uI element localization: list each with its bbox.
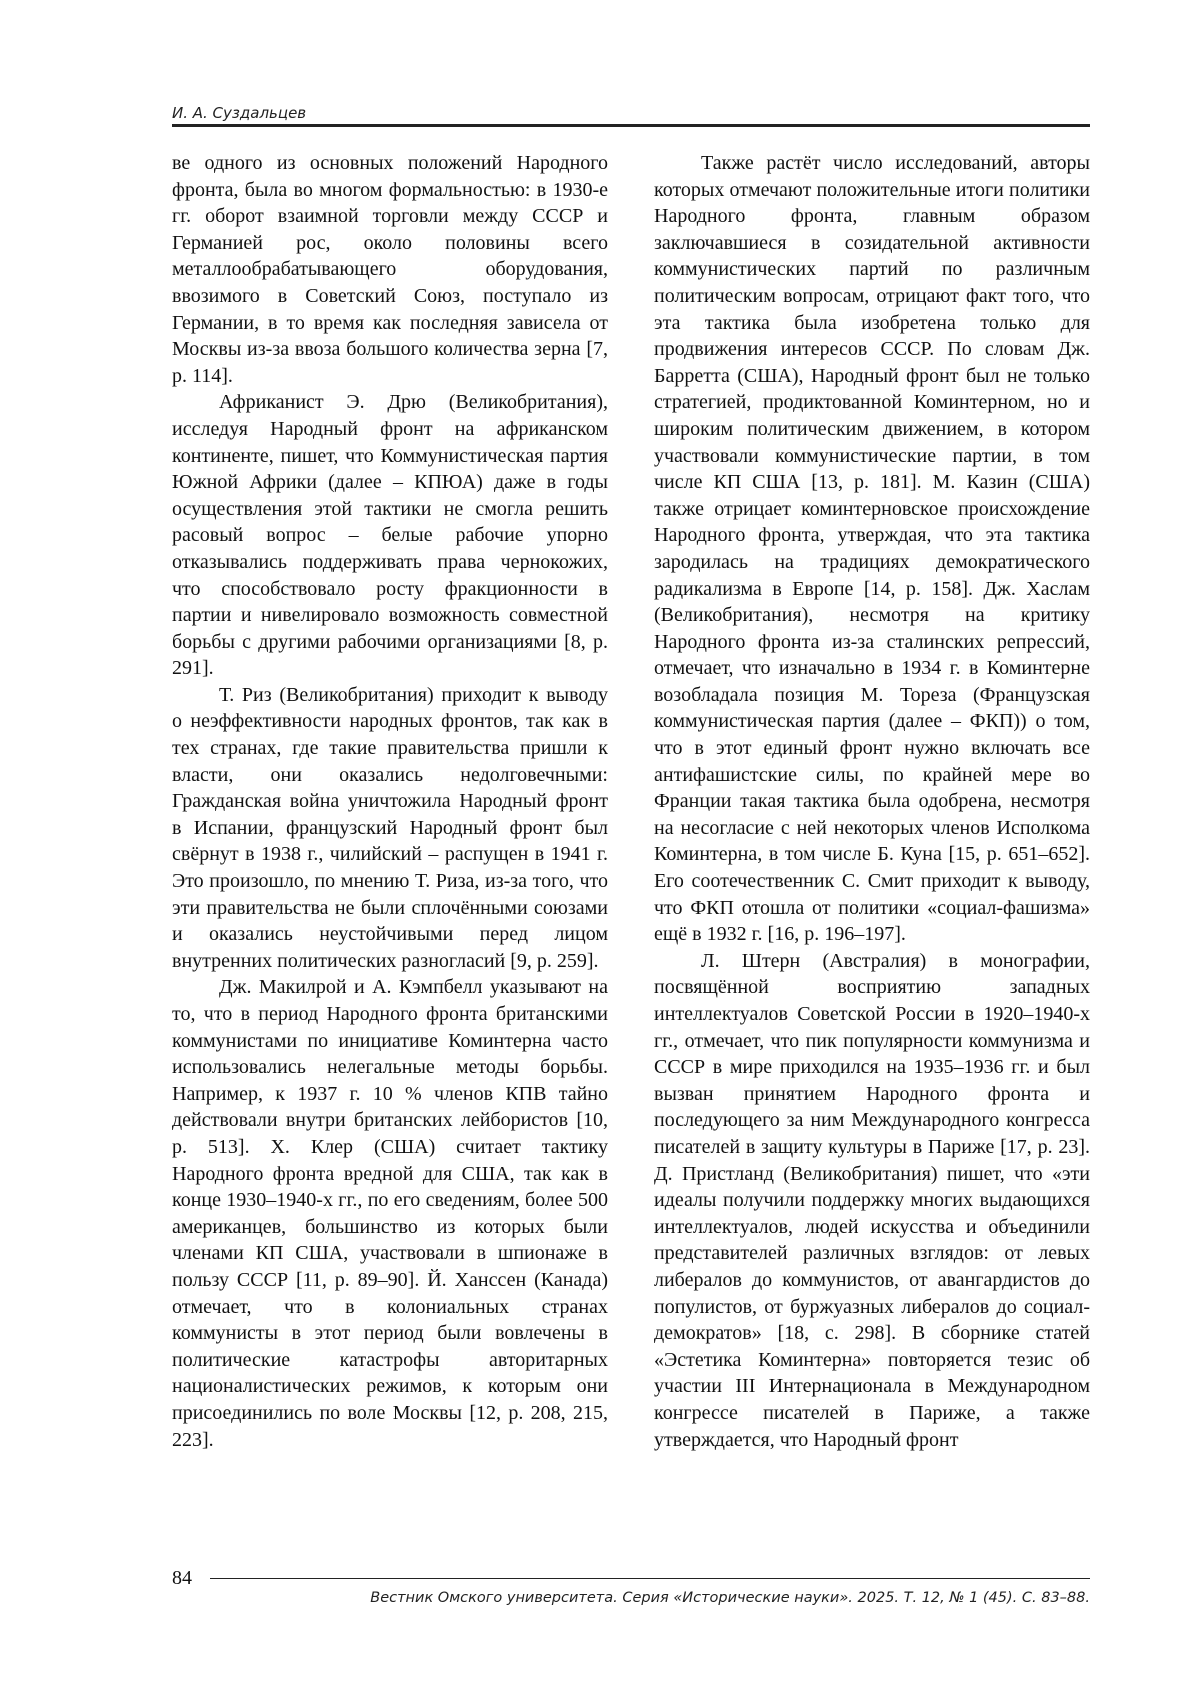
running-head-author: И. А. Суздальцев bbox=[172, 104, 307, 122]
left-column bbox=[172, 150, 608, 1453]
paragraph: Африканист Э. Дрю (Великобритания), исследуя Народный фронт на африканском континенте, пишет, что Коммунистическая партия Южной Африки (далее – КПЮА) даже в годы осуществления этой тактики не смогла решить расовый вопрос – белые рабочие упорно отказывались поддерживать права чернокожих, что способствовало росту фракционности в партии и нивелировало возможность совместной борьбы с другими рабочими организациями [8, p. 291]. bbox=[172, 391, 608, 680]
paragraph: Л. Штерн (Австралия) в монографии, посвящённой восприятию западных интеллектуалов Советской России в 1920–1940-х гг., отмечает, что пик популярности коммунизма и СССР в мире приходился на 1935–1936 гг. и был вызван принятием Народного фронта и последующего за ним Международного конгресса писателей в защиту культуры в Париже [17, p. 23]. Д. Пристланд (Великобритания) пишет, что «эти идеалы получили поддержку многих выдающихся интеллектуалов, людей искусства и объединили представителей различных взглядов: от левых либералов до коммунистов, от авангардистов до популистов, от буржуазных либералов до социал-демократов» [18, с. 298]. В сборнике статей «Эстетика Коминтерна» повторяется тезис об участии III Интернационала в Международном конгрессе писателей в Париже, а также утверждается, что Народный фронт bbox=[654, 949, 1090, 1451]
paragraph: Дж. Макилрой и А. Кэмпбелл указывают на то, что в период Народного фронта британскими коммунистами по инициативе Коминтерна часто использовались нелегальные методы борьбы. Например, к 1937 г. 10 % членов КПВ тайно действовали внутри британских лейбористов [10, p. 513]. Х. Клер (США) считает тактику Народного фронта вредной для США, так как в конце 1930–1940-х гг., по его сведениям, более 500 американцев, большинство из которых были членами КП США, участвовали в шпионаже в пользу СССР [11, p. 89–90]. Й. Ханссен (Канада) отмечает, что в колониальных странах коммунисты в этот период были вовлечены в политические катастрофы авторитарных националистических режимов, к которым они присоединились по воле Москвы [12, p. 208, 215, 223]. bbox=[172, 976, 608, 1451]
footer-rule bbox=[210, 1578, 1090, 1579]
paragraph: ве одного из основных положений Народного фронта, была во многом формальностью: в 1930-е гг. оборот взаимной торговли между СССР и Германией рос, около половины всего металлообрабатывающего оборудования, ввозимого в Советский Союз, поступало из Германии, в то время как последняя зависела от Москвы из-за ввоза большого количества зерна [7, p. 114]. bbox=[172, 152, 608, 387]
journal-citation: Вестник Омского университета. Серия «Исторические науки». 2025. Т. 12, № 1 (45). С. 83–88. bbox=[370, 1590, 1090, 1606]
page-number: 84 bbox=[172, 1567, 192, 1589]
header-rule bbox=[172, 124, 1090, 127]
paragraph: Т. Риз (Великобритания) приходит к выводу о неэффективности народных фронтов, так как в тех странах, где такие правительства пришли к власти, они оказались недолговечными: Гражданская война уничтожила Народный фронт в Испании, французский Народный фронт был свёрнут в 1938 г., чилийский – распущен в 1941 г. Это произошло, по мнению Т. Риза, из-за того, что эти правительства не были сплочёнными союзами и оказались неустойчивыми перед лицом внутренних политических разногласий [9, p. 259]. bbox=[172, 683, 608, 972]
right-column bbox=[654, 150, 1090, 1453]
paragraph: Также растёт число исследований, авторы которых отмечают положительные итоги политики Народного фронта, главным образом заключавшиеся в созидательной активности коммунистических партий по различным политическим вопросам, отрицают факт того, что эта тактика была изобретена только для продвижения интересов СССР. По словам Дж. Барретта (США), Народный фронт был не только стратегией, продиктованной Коминтерном, но и широким политическим движением, в котором участвовали коммунистические партии, в том числе КП США [13, p. 181]. М. Казин (США) также отрицает коминтерновское происхождение Народного фронта, утверждая, что эта тактика зародилась на традициях демократического радикализма в Европе [14, p. 158]. Дж. Хаслам (Великобритания), несмотря на критику Народного фронта из-за сталинских репрессий, отмечает, что изначально в 1934 г. в Коминтерне возобладала позиция М. Тореза (Французская коммунистическая партия (далее – ФКП)) о том, что в этот единый фронт нужно включать все антифашистские силы, по крайней мере во Франции такая тактика была одобрена, несмотря на несогласие с ней некоторых членов Исполкома Коминтерна, в том числе Б. Куна [15, p. 651–652]. Его соотечественник С. Смит приходит к выводу, что ФКП отошла от политики «социал-фашизма» ещё в 1932 г. [16, p. 196–197]. bbox=[654, 152, 1090, 946]
